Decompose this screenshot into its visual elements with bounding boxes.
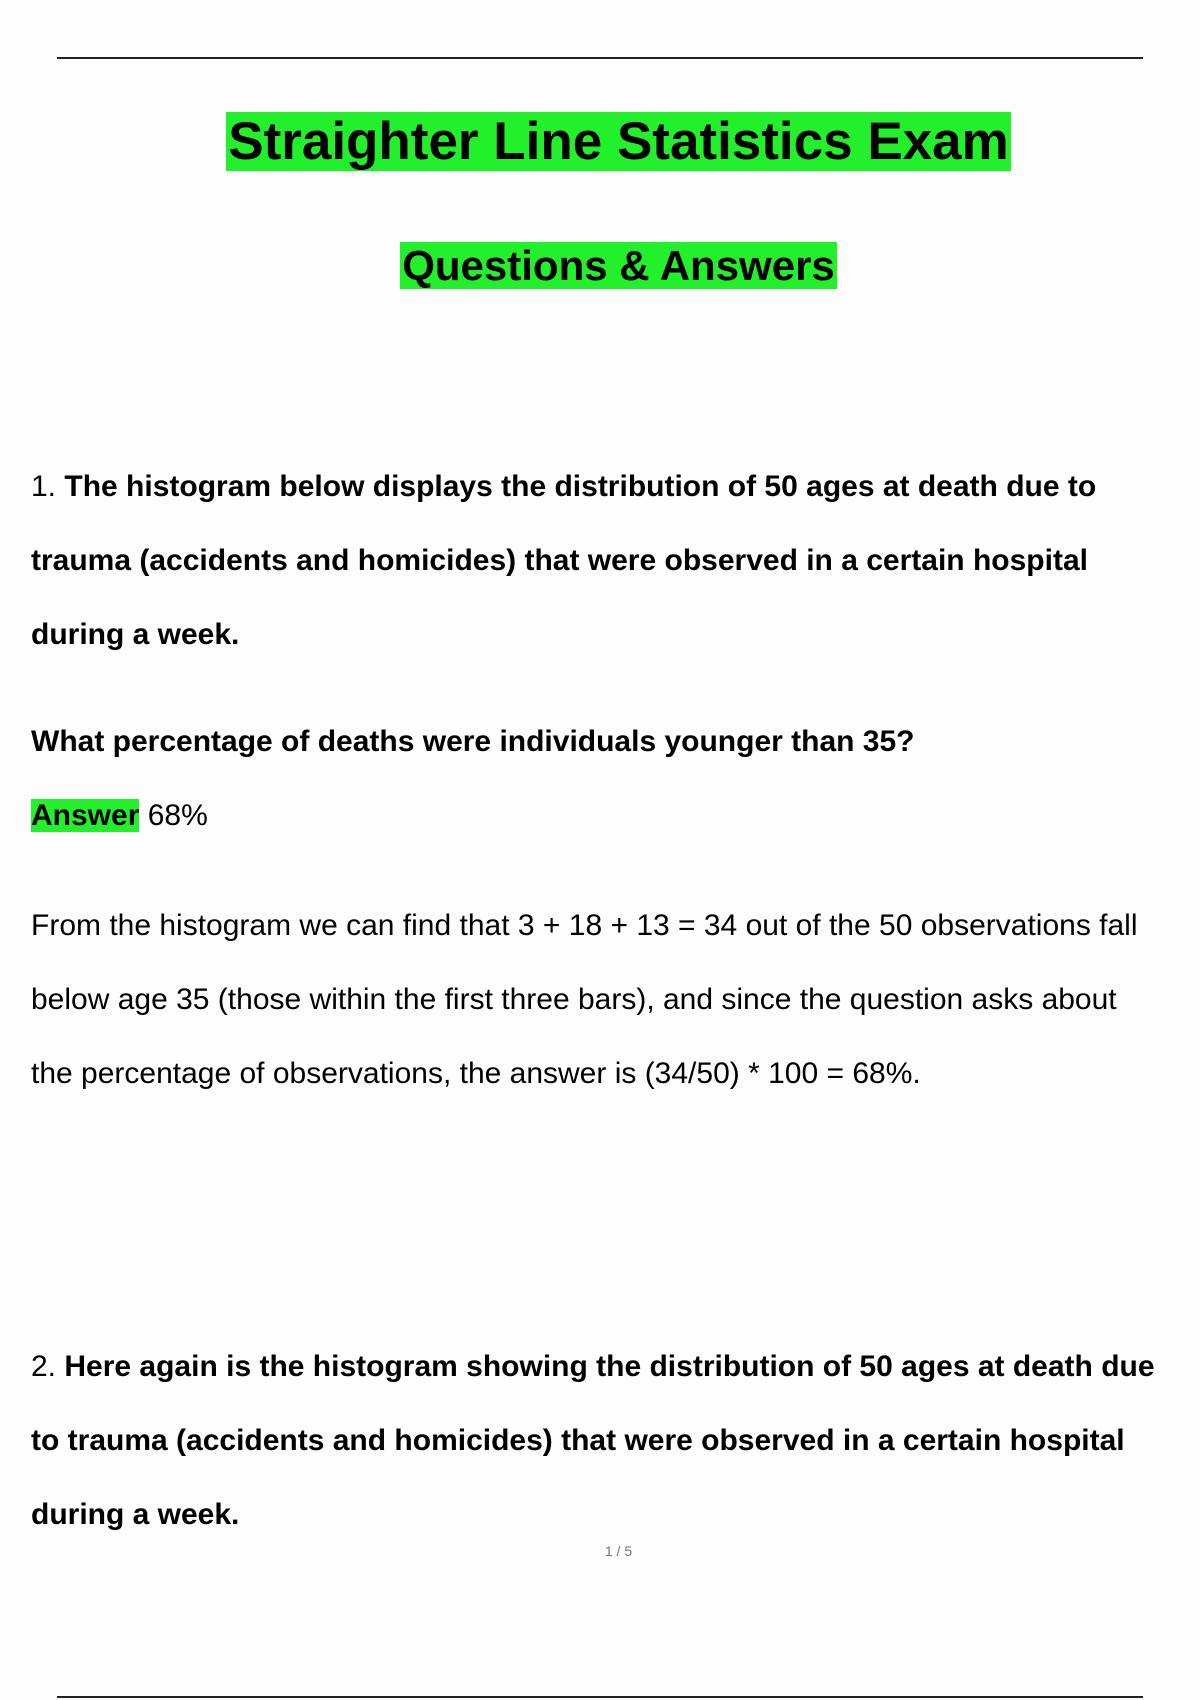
question-1-prompt-line-3: during a week. — [31, 618, 240, 651]
question-1-number: 1. — [31, 470, 57, 503]
question-1-explanation-line-2: below age 35 (those within the first three bars), and since the question asks about — [31, 983, 1117, 1016]
question-2-prompt-line-1 — [31, 1347, 1155, 1387]
question-2-prompt-line-3: during a week. — [31, 1498, 240, 1531]
document-title-text: Straighter Line Statistics Exam — [228, 112, 1009, 171]
answer-label: Answer — [31, 799, 140, 832]
question-2-number: 2. — [31, 1350, 57, 1383]
question-2-prompt-text: Here again is the histogram showing the distribution of 50 ages at death due — [64, 1350, 1155, 1383]
question-1-prompt-line-2: trauma (accidents and homicides) that were observed in a certain hospital — [31, 544, 1088, 577]
question-1-prompt-text: The histogram below displays the distribution of 50 ages at death due to — [64, 470, 1097, 503]
question-2-prompt-line-2: to trauma (accidents and homicides) that were observed in a certain hospital — [31, 1424, 1125, 1457]
answer-value: 68% — [147, 799, 208, 832]
document-title — [31, 108, 1200, 176]
question-1-question: What percentage of deaths were individuals younger than 35? — [31, 725, 915, 758]
document-subtitle — [31, 238, 1200, 294]
question-1-answer — [31, 796, 208, 836]
page-number: 1 / 5 — [604, 1543, 633, 1559]
question-1-prompt-line-1 — [31, 467, 1096, 507]
question-1-explanation-line-1: From the histogram we can find that 3 + 18 + 13 = 34 out of the 50 observations fall — [31, 909, 1138, 942]
document-page — [31, 0, 1200, 1700]
document-subtitle-text: Questions & Answers — [402, 242, 835, 289]
bottom-divider — [57, 1696, 1143, 1698]
question-1-explanation-line-3: the percentage of observations, the answer is (34/50) * 100 = 68%. — [31, 1057, 921, 1090]
